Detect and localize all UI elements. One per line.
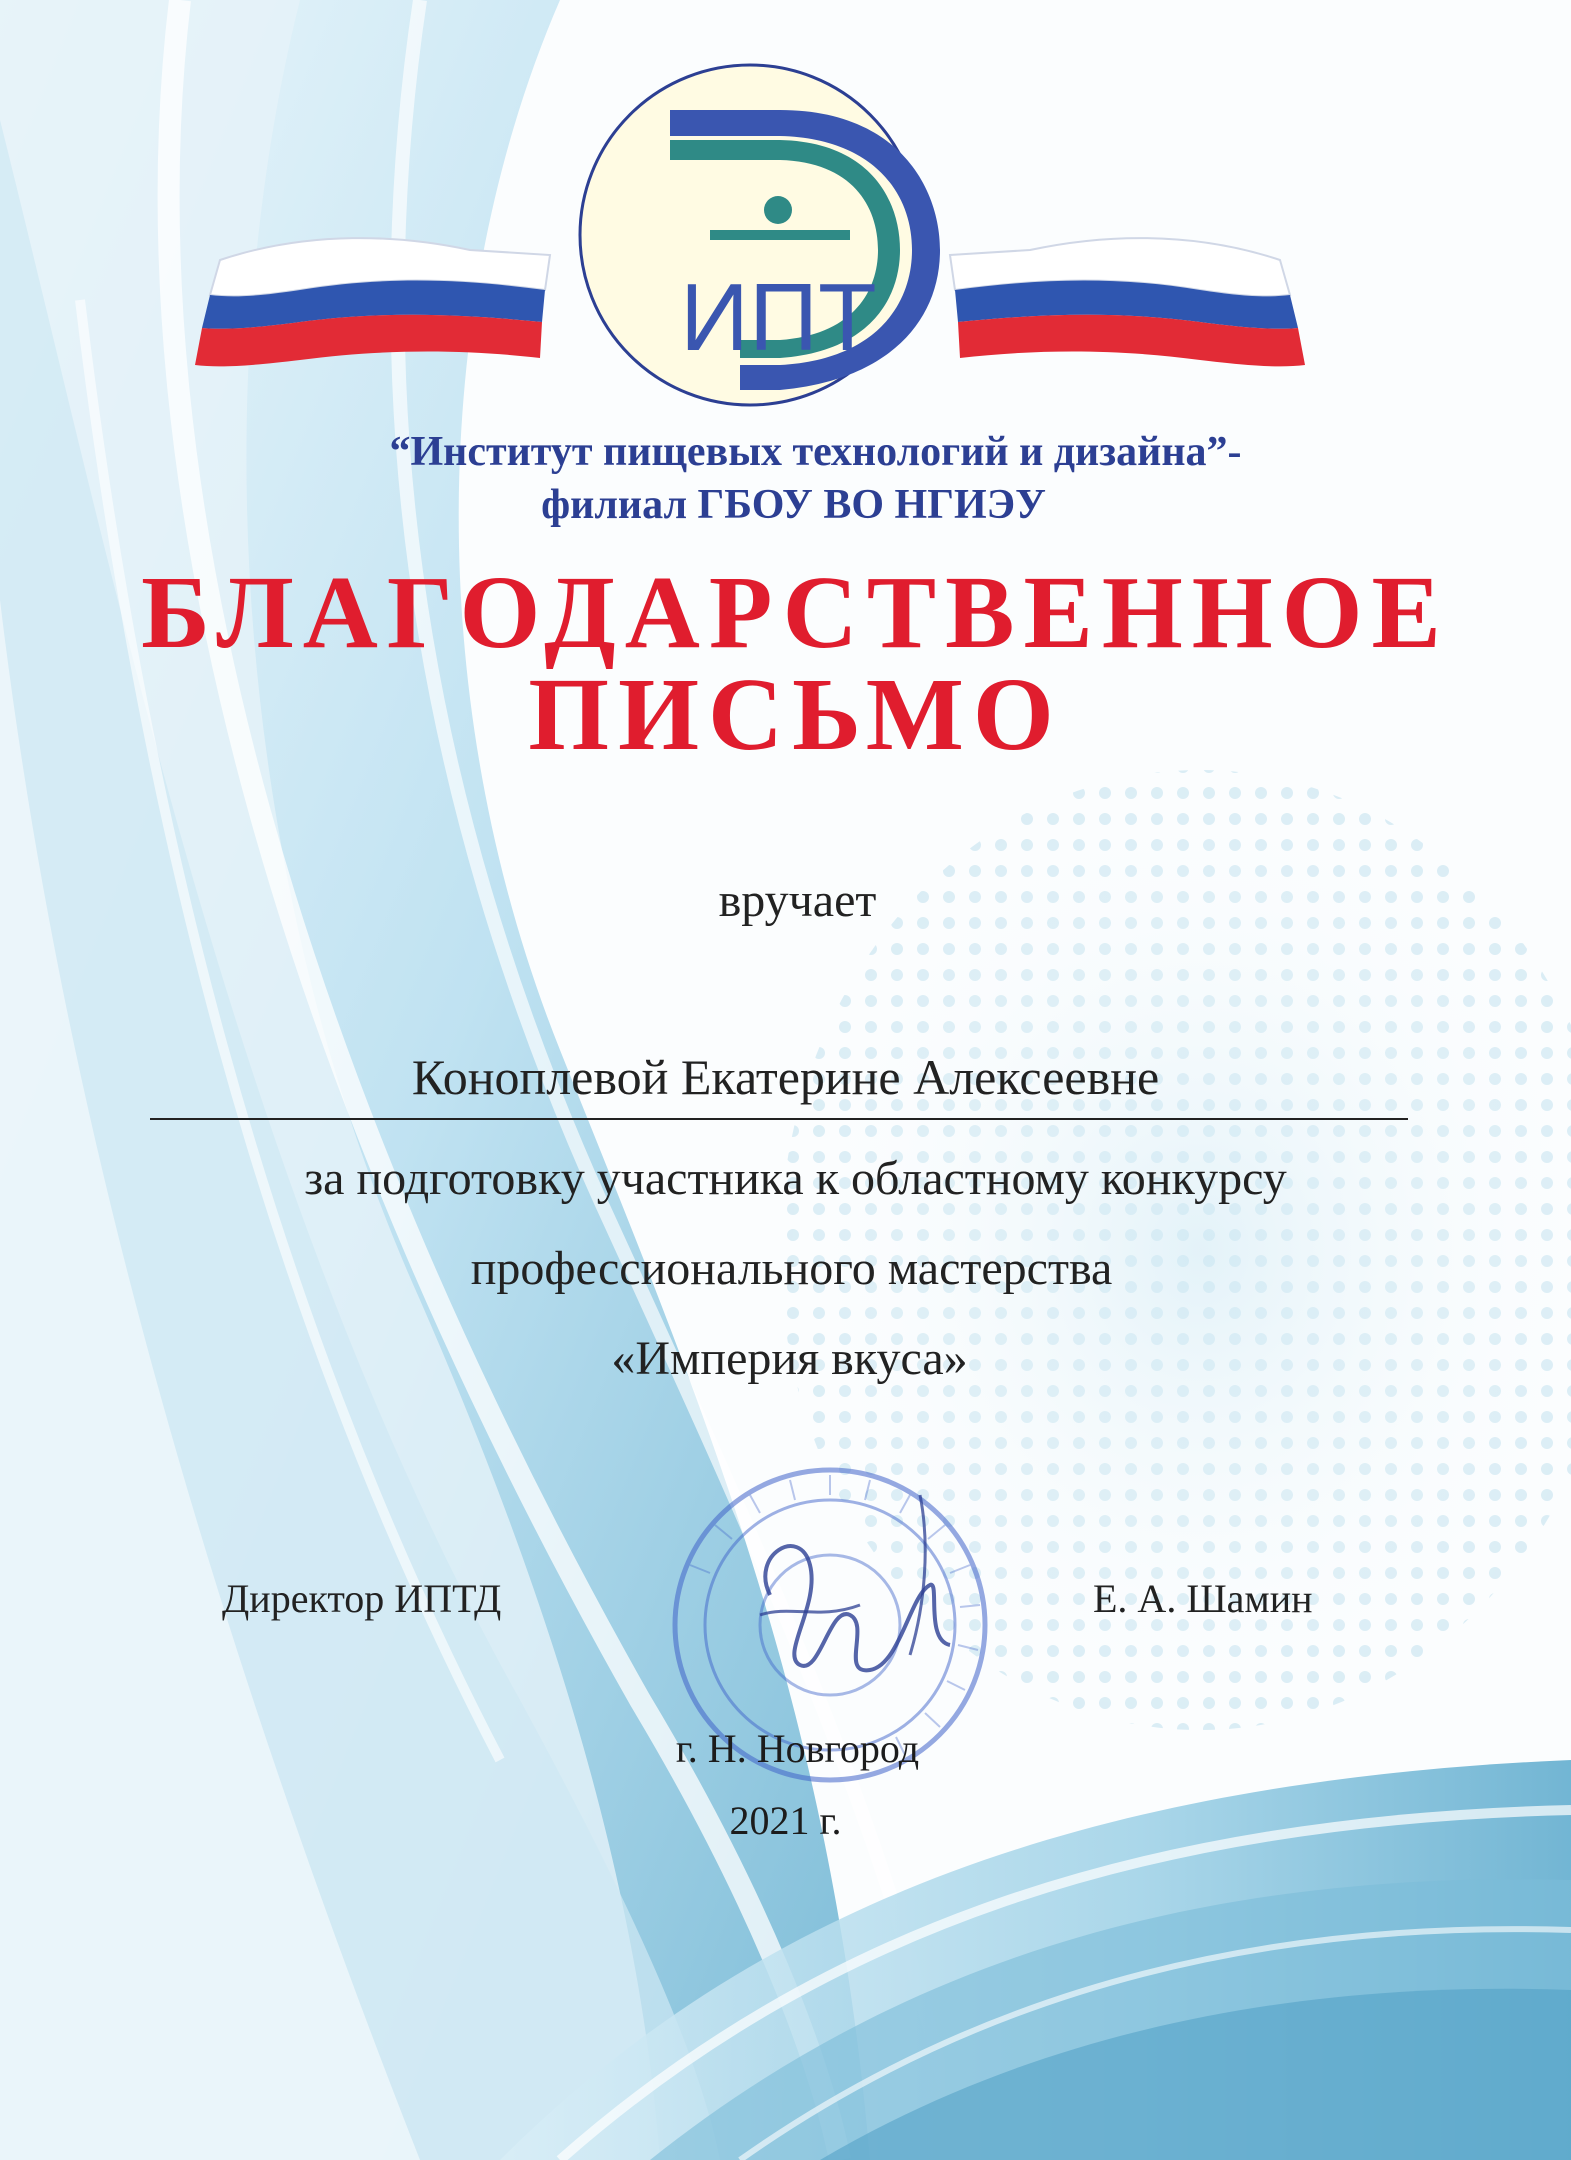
certificate-title-line-1: БЛАГОДАРСТВЕННОЕ bbox=[141, 555, 1450, 670]
director-title: Директор ИПТД bbox=[222, 1576, 502, 1621]
recipient-underline bbox=[150, 1118, 1408, 1120]
director-name: Е. А. Шамин bbox=[1093, 1576, 1313, 1621]
reason-line-2: профессионального мастерства bbox=[470, 1242, 1113, 1295]
recipient-name: Коноплевой Екатерине Алексеевне bbox=[411, 1049, 1160, 1105]
certificate-title-line-2: ПИСЬМО bbox=[528, 657, 1063, 772]
city: г. Н. Новгород bbox=[675, 1726, 920, 1771]
year: 2021 г. bbox=[729, 1798, 842, 1843]
institute-name-line-2: филиал ГБОУ ВО НГИЭУ bbox=[541, 482, 1046, 528]
logo-letters: ИПТ bbox=[680, 264, 877, 371]
institute-name-line-1: “Институт пищевых технологий и дизайна”- bbox=[389, 429, 1242, 475]
reason-line-1: за подготовку участника к областному конкурсу bbox=[304, 1152, 1287, 1205]
reason-line-3: «Империя вкуса» bbox=[611, 1332, 968, 1385]
awards-text: вручает bbox=[718, 874, 877, 927]
